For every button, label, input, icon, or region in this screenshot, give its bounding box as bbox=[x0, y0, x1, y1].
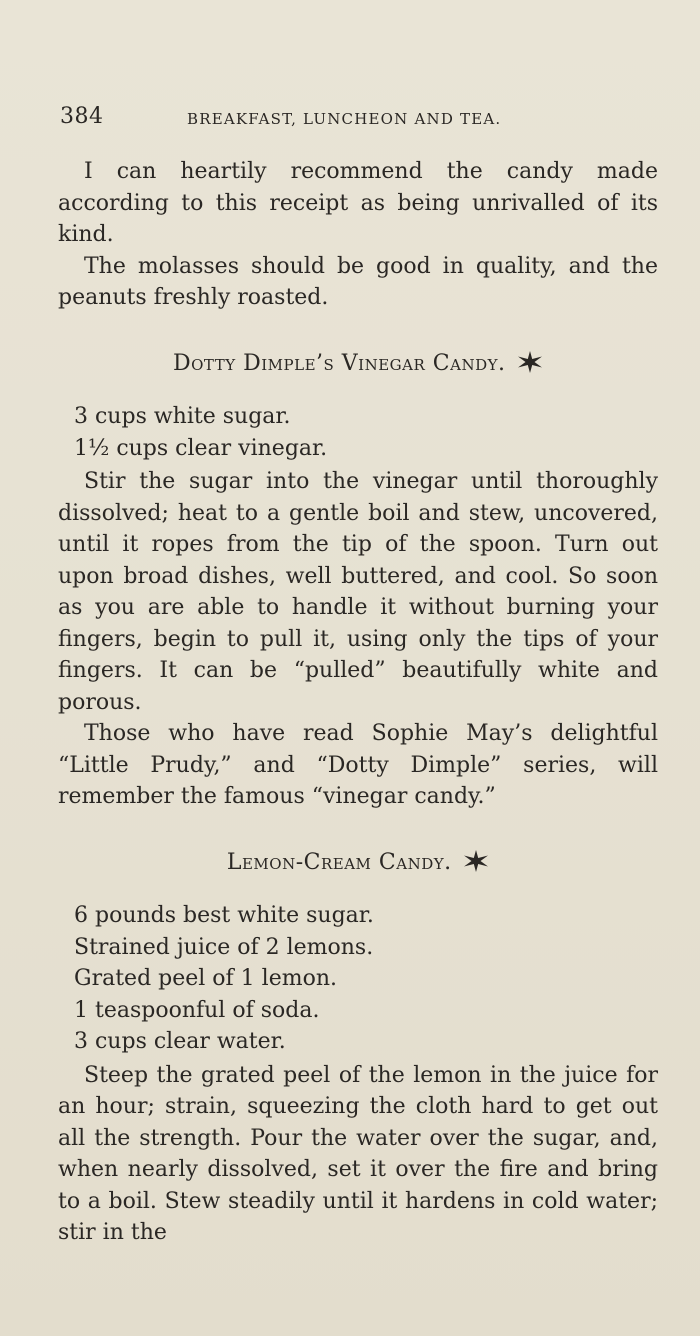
instructions-paragraph: Steep the grated peel of the lemon in the juice for an hour; strain, squeezing the cloth hard to get out all the strength. Pour the water over the sugar, and, when nearly dissolved, set it over the fire and bring to a boil. Stew steadily until it hardens in cold water; stir in the bbox=[58, 1062, 658, 1245]
note-paragraph: Those who have read Sophie May’s delightful “Little Prudy,” and “Dotty Dimple” series, will remember the famous “vinegar candy.” bbox=[58, 721, 658, 809]
intro-paragraph-2: The molasses should be good in quality, and the peanuts freshly roasted. bbox=[58, 253, 658, 310]
ingredient-item: 1½ cups clear vinegar. bbox=[74, 435, 328, 461]
ingredient-item: Strained juice of 2 lemons. bbox=[74, 934, 374, 960]
ingredient-list-vinegar-candy bbox=[58, 401, 658, 464]
ingredient-list-lemon-cream-candy bbox=[58, 900, 658, 1058]
intro-paragraph-1: I can heartily recommend the candy made according to this receipt as being unrivalled of its kind. bbox=[58, 159, 658, 247]
page-number: 384 bbox=[60, 104, 104, 129]
cross-pattee-icon bbox=[463, 849, 489, 873]
recipe-title: Lemon-Cream Candy. bbox=[226, 849, 452, 875]
ingredient-item: 3 cups white sugar. bbox=[74, 404, 291, 429]
running-head: BREAKFAST, LUNCHEON AND TEA. bbox=[187, 110, 502, 128]
instructions-paragraph: Stir the sugar into the vinegar until thoroughly dissolved; heat to a gentle boil and stew, uncovered, until it ropes from the tip of the spoon. Turn out upon broad dishes, well buttered, and cool. So soon as you are able to handle it without burning your fingers, begin to pull it, using only the tips of your fingers. It can be “pulled” beautifully white and porous. bbox=[58, 469, 658, 715]
ingredient-item: 3 cups clear water. bbox=[74, 1029, 286, 1054]
cross-pattee-icon bbox=[517, 350, 543, 374]
ingredient-item: Grated peel of 1 lemon. bbox=[74, 966, 337, 991]
page-body bbox=[58, 156, 658, 1249]
recipe-heading-lemon-cream-candy bbox=[58, 847, 658, 879]
ingredient-item: 1 teaspoonful of soda. bbox=[74, 997, 320, 1023]
recipe-heading-vinegar-candy bbox=[58, 348, 658, 380]
ingredient-item: 6 pounds best white sugar. bbox=[74, 903, 374, 928]
recipe-title: Dotty Dimple’s Vinegar Candy. bbox=[172, 350, 506, 376]
page-header bbox=[60, 104, 660, 134]
